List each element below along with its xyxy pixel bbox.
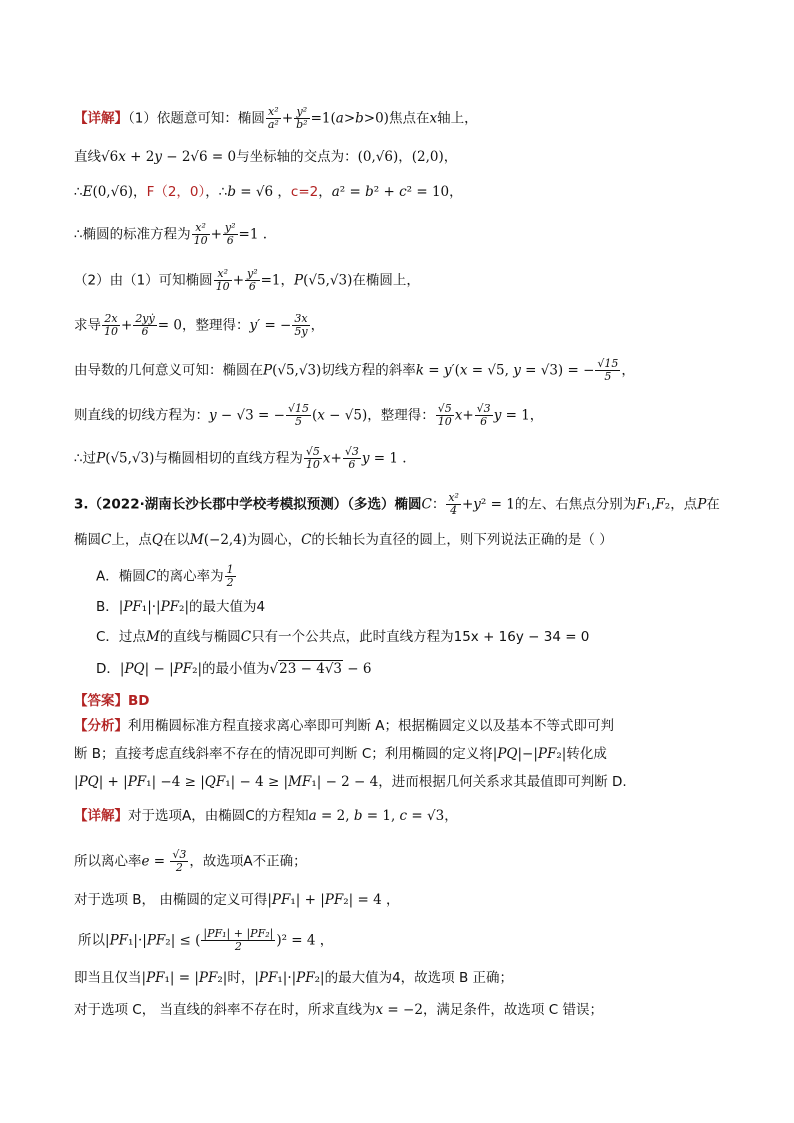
detail-2-line-6: 对于选项 C， 当直线的斜率不存在时，所求直线为x = −2，满足条件，故选项 C 错误；	[74, 1002, 603, 1018]
answer-line: 【答案】BD	[74, 693, 150, 709]
detail-tag: 【详解】	[74, 110, 128, 127]
detail-2-line-4: 所以|PF₁|·|PF₂| ≤ ( $\frac{\text{|PF₁| + |PF₂|}}{2}$ )² = 4 ，	[78, 927, 334, 953]
detail-line-4: ∴椭圆的标准方程为 $\frac{\text{x²}}{10}$ + $\frac{\text{y²}}{6}$ =1 .	[74, 221, 268, 247]
detail-line-9: ∴过P(√5,√3)与椭圆相切的直线方程为 $\frac{√5}{10}$ x+ $\frac{√3}{6}$ y = 1 .	[74, 445, 407, 471]
detail-line-2: 直线√6x + 2y − 2√6 = 0与坐标轴的交点为：(0,√6)，(2,0)，	[74, 149, 458, 165]
option-b: B．|PF₁|·|PF₂|的最大值为4	[96, 599, 266, 615]
option-a: A．椭圆C的离心率为 $\frac{1}{2}$	[96, 563, 234, 589]
detail-2-line-5: 即当且仅当|PF₁| = |PF₂|时，|PF₁|·|PF₂|的最大值为4，故选项 B 正确；	[74, 970, 514, 986]
detail-line-1: 【详解】（1）依题意可知：椭圆 $\frac{\text{x²}}{\text{a²}}$ + $\frac{\text{y²}}{\text{b²}}$ =1(a>b>0)焦点在x轴上，	[74, 105, 478, 131]
analysis-line-1: 【分析】利用椭圆标准方程直接求离心率即可判断 A；根据椭圆定义以及基本不等式即可判	[74, 718, 615, 734]
answer-value: BD	[128, 693, 150, 709]
question-3-stem-2: 椭圆C上，点Q在以M(−2,4)为圆心，C的长轴长为直径的圆上，则下列说法正确的是（ ）	[74, 532, 613, 548]
analysis-line-2: 断 B；直接考虑直线斜率不存在的情况即可判断 C；利用椭圆的定义将|PQ|−|PF₂|转化成	[74, 746, 607, 762]
option-d: D．|PQ| − |PF₂|的最小值为√23 − 4√3 − 6	[96, 661, 372, 677]
detail-2-line-1: 【详解】对于选项A，由椭圆C的方程知a = 2, b = 1, c = √3，	[74, 808, 458, 824]
detail-2-line-3: 对于选项 B， 由椭圆的定义可得|PF₁| + |PF₂| = 4 ，	[74, 892, 400, 908]
detail-line-5: （2）由（1）可知椭圆 $\frac{\text{x²}}{10}$ + $\frac{\text{y²}}{6}$ =1，P(√5,√3)在椭圆上，	[74, 267, 420, 293]
detail-2-line-2: 所以离心率e = $\frac{√3}{2}$ ，故选项A不正确；	[74, 848, 307, 874]
detail-line-6: 求导 $\frac{2x}{10}$ + $\frac{\text{2yẏ}}{6}$ = 0，整理得：y′ = − $\frac{3x}{5y}$ ，	[74, 312, 325, 338]
question-3-stem: 3.（2022·湖南长沙长郡中学校考模拟预测）（多选）椭圆C： $\frac{\text{x²}}{4}$ +y² = 1的左、右焦点分别为F₁,F₂，点P在	[74, 491, 720, 517]
detail-line-7: 由导数的几何意义可知：椭圆在P(√5,√3)切线方程的斜率k = y′(x = √5, y = √3) = − $\frac{√15}{5}$ ，	[74, 357, 635, 383]
analysis-line-3: |PQ| + |PF₁| −4 ≥ |QF₁| − 4 ≥ |MF₁| − 2 − 4，进而根据几何关系求其最值即可判断 D.	[74, 774, 627, 790]
detail-line-3: ∴E(0,√6)，F（2，0），∴b = √6 ，c=2，a² = b² + c² = 10，	[74, 184, 463, 200]
option-c: C．过点M的直线与椭圆C只有一个公共点，此时直线方程为15x + 16y − 34 = 0	[96, 629, 590, 645]
detail-line-8: 则直线的切线方程为：y − √3 = − $\frac{√15}{5}$ (x − √5)，整理得： $\frac{√5}{10}$ x+ $\frac{√3}{6}$ y = 1，	[74, 402, 544, 428]
